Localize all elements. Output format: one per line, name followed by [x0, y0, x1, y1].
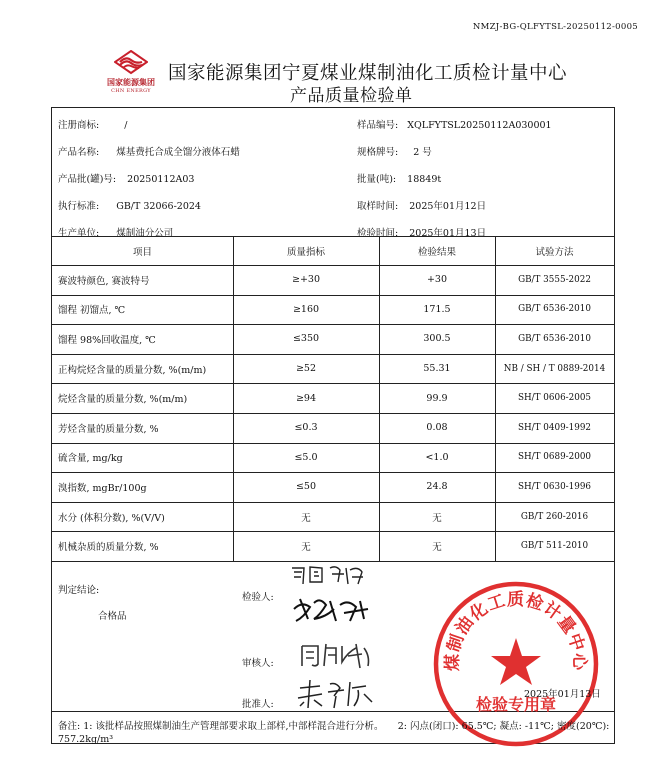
batch-row	[58, 171, 194, 185]
table-header-cell: 检验结果	[417, 246, 456, 258]
test-time-label: 检验时间:	[357, 228, 399, 239]
producer-value: 煤制油分公司	[116, 228, 174, 239]
star-icon	[491, 638, 541, 685]
approver-label: 批准人:	[242, 699, 274, 710]
inspector-signature-2	[290, 595, 374, 629]
table-cell: SH/T 0630-1996	[517, 481, 592, 492]
table-cell: 机械杂质的质量分数, %	[58, 542, 159, 554]
table-cell: 无	[432, 512, 442, 524]
table-cell: GB/T 3555-2022	[518, 274, 591, 285]
table-cell: <1.0	[425, 451, 449, 463]
table-header-cell: 试验方法	[535, 246, 574, 258]
table-cell: 烷烃含量的质量分数, %(m/m)	[58, 394, 188, 406]
table-cell: SH/T 0689-2000	[517, 452, 592, 463]
quantity-label: 批量(吨):	[357, 174, 397, 185]
sample-no-label: 样品编号:	[357, 120, 399, 131]
stamp-date: 2025年01月13日	[524, 689, 601, 700]
table-cell: 溴指数, mgBr/100g	[58, 482, 147, 494]
trademark-row	[58, 117, 127, 131]
table-cell: ≥52	[295, 363, 317, 375]
company-logo	[102, 50, 160, 94]
producer-label: 生产单位:	[58, 228, 100, 239]
table-cell: 芳烃含量的质量分数, %	[58, 423, 159, 435]
table-cell: SH/T 0606-2005	[517, 393, 592, 404]
table-cell: ≤50	[295, 481, 317, 493]
table-cell: ≥160	[292, 303, 320, 315]
quantity-row	[357, 171, 441, 185]
table-cell: ≥94	[295, 392, 317, 404]
batch-value: 20250112A03	[127, 174, 195, 185]
spec-row	[357, 144, 432, 158]
logo-en-text: CHN ENERGY	[111, 88, 151, 94]
sampling-time-row	[357, 198, 486, 212]
table-cell: ≤0.3	[294, 422, 318, 434]
spec-value: 2 号	[413, 147, 432, 158]
trademark-value: /	[124, 120, 128, 131]
table-cell: 99.9	[426, 392, 448, 404]
table-cell: 正构烷烃含量的质量分数, %(m/m)	[58, 364, 207, 376]
chn-energy-logo-icon	[114, 50, 148, 76]
product-name-value: 煤基费托合成全馏分液体石蜡	[116, 147, 240, 158]
sample-no-value: ⅩQLFYTSL20250112A030001	[407, 120, 552, 131]
table-cell: ≥+30	[291, 274, 320, 286]
table-cell: 无	[301, 512, 311, 524]
reviewer-signature	[296, 640, 376, 674]
conclusion-value: 合格品	[98, 611, 127, 622]
table-cell: GB/T 6536-2010	[518, 333, 591, 344]
product-name-label: 产品名称:	[58, 147, 100, 158]
table-cell: 无	[432, 542, 442, 554]
table-cell: GB/T 511-2010	[520, 541, 589, 552]
report-frame	[51, 107, 615, 744]
standard-label: 执行标准:	[58, 201, 100, 212]
reviewer-label: 审核人:	[242, 658, 274, 669]
table-header-cell: 项目	[132, 246, 152, 258]
inspector-signature-1	[288, 562, 368, 592]
table-cell: 0.08	[426, 422, 448, 434]
sampling-time-label: 取样时间:	[357, 201, 399, 212]
table-cell: ≤350	[292, 333, 320, 345]
report-org-title: 国家能源集团宁夏煤业煤制油化工质检计量中心	[168, 63, 568, 84]
conclusion-label: 判定结论:	[58, 585, 100, 596]
logo-cn-text: 国家能源集团	[107, 77, 155, 87]
table-cell: 300.5	[423, 333, 451, 345]
table-cell: 馏程 初馏点, ℃	[58, 305, 126, 317]
batch-label: 产品批(罐)号:	[58, 174, 117, 185]
table-cell: 171.5	[423, 303, 451, 315]
table-cell: 赛波特颜色, 赛波特号	[58, 275, 150, 287]
table-cell: GB/T 260-2016	[520, 511, 589, 522]
table-cell: 24.8	[426, 481, 448, 493]
inspector-label: 检验人:	[242, 592, 274, 603]
test-time-value: 2025年01月13日	[409, 228, 487, 239]
table-cell: 硫含量, mg/kg	[58, 453, 123, 465]
sampling-time-value: 2025年01月12日	[409, 201, 487, 212]
table-cell: 水分 (体积分数), %(V/V)	[58, 512, 165, 524]
sample-no-row	[357, 117, 552, 131]
table-cell: 55.31	[423, 363, 451, 375]
remarks: 备注: 1: 该批样品按照煤制油生产管理部要求取上部样,中部样混合进行分析。 2: 闪点(闭口): 65.5℃; 凝点: -11℃; 密度(20℃): 757.2kg/m³	[58, 721, 610, 745]
document-number: NMZJ-BG-QLFYTSL-20250112-0005	[472, 22, 638, 32]
quantity-value: 18849t	[407, 174, 442, 185]
stamp-bottom-text: 检验专用章	[475, 695, 557, 714]
trademark-label: 注册商标:	[58, 120, 100, 131]
stamp-arc-text: 煤制油化工质检计量中心	[442, 589, 590, 672]
product-name-row	[58, 144, 240, 158]
approver-signature	[294, 678, 378, 714]
spec-label: 规格牌号:	[357, 147, 399, 158]
table-cell: NB / SH / T 0889-2014	[503, 363, 606, 374]
table-cell: 无	[301, 542, 311, 554]
table-cell: GB/T 6536-2010	[518, 304, 591, 315]
table-cell: SH/T 0409-1992	[517, 422, 592, 433]
table-header-cell: 质量指标	[286, 246, 325, 258]
report-title: 产品质量检验单	[290, 86, 413, 106]
table-cell: 馏程 98%回收温度, ℃	[58, 334, 156, 346]
table-cell: +30	[426, 274, 448, 286]
standard-row	[58, 198, 201, 212]
standard-value: GB/T 32066-2024	[116, 201, 201, 212]
table-cell: ≤5.0	[294, 451, 318, 463]
